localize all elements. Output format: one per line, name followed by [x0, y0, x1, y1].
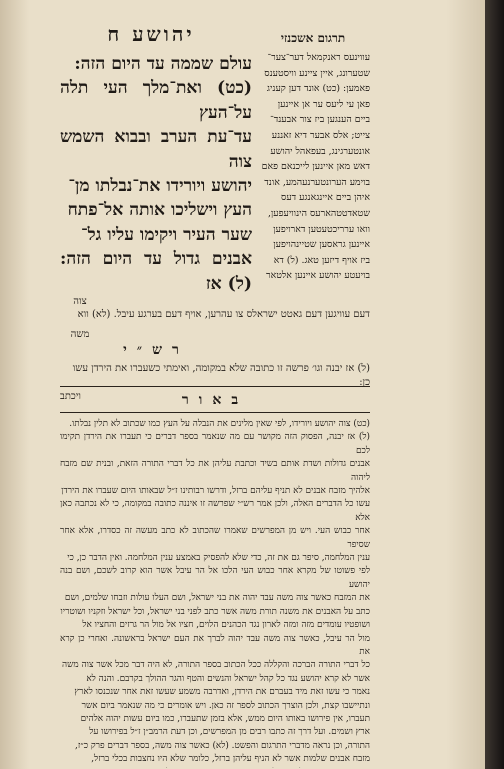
biblical-line: עולם שממה עד היום הזה:: [74, 54, 252, 74]
biur-line: התורה, וכן נראה מדברי התרגום והפשט. (לא) כאשר צוה משה, בספר דברים פרק כ״ז,: [75, 740, 370, 751]
biur-line: ענין המלחמה, סיפר גם את זה, כדי שלא להפסיק באמצע ענין המלחמה. ואין הדבר כן, כי: [67, 553, 370, 564]
biur-line: אשר לא קרא יהושע נגד כל קהל ישראל והנשים והטף והגר ההולך בקרבם. והנה לא: [86, 673, 370, 684]
targum-line: ביז אויף דיזען טאג. (ל) דא: [273, 254, 370, 266]
biur-line: עשו כל הדברים האלה, ולכן אמר רש״י שפרשה זו איננה כתובה במקומה, כי לא נכתבה כאן אלא: [60, 499, 370, 523]
targum-line: שטערונג, איין ציינע וויסטענס: [264, 67, 370, 79]
biblical-line: עד־עת הערב ובבוא השמש צוה: [60, 127, 252, 172]
biblical-line: אבנים גדול עד היום הזה: (ל) אז: [60, 249, 252, 294]
biur-heading: באור: [181, 392, 249, 408]
biur-line: כל דברי התורה הברכה והקללה ככל הכתוב בספר התורה, לא היה דבר מכל אשר צוה משה: [62, 660, 370, 671]
targum-text-column: [258, 50, 370, 286]
biur-line: ונתיישבו קצת, ולכן הוצרך הכתוב לספר זה כאן. ויש אומרים כי מה שנאמר ביום אשר: [81, 700, 370, 711]
biur-line: מזבח אבנים שלמות אשר לא הניף עליהן ברזל, כלומר שלא היו נחצבות בכלי ברזל,: [91, 754, 370, 765]
biblical-catchword: צוה: [73, 296, 87, 307]
targum-line: שטאדטטהארעס הינוויעפען,: [267, 207, 370, 219]
page-header-targum-title: תרגום אשכנזי: [280, 31, 346, 45]
section-divider-bottom: [60, 412, 370, 413]
biur-commentary: [60, 418, 370, 768]
biur-line: אחר כבוש העי. ויש מן המפרשים שאמרו שהכתוב לא כתב מעשה זה כסדרו, אלא אחר שסיפר: [60, 526, 370, 550]
targum-line: איהן ביים איינגאנגע דעס: [281, 192, 370, 204]
biur-line: אבנים גדולות ושדת אותם בשיד וכתבת עליהן את כל דברי התורה הזאת, ובנית שם מזבח ליהוה: [60, 459, 370, 483]
biur-line: מול הר עיבל, כאשר צוה משה עבד יהוה לברך את העם ישראל בראשונה. ואחרי כן קרא את: [60, 633, 370, 657]
biur-line: ארץ ושמים. ועל דרך זה כתבו רבים מן המפרשים, וכן דעת הרמב״ן ז״ל בפירושו על: [89, 727, 370, 738]
section-divider-top: [60, 386, 370, 387]
targum-line: פאן עי ליעס ער אן איינען: [277, 98, 370, 110]
targum-line: ביים הענגען ביז צור אבענד־: [270, 114, 370, 126]
rashi-catchword: ויכתב: [60, 391, 81, 402]
biblical-text-column: [60, 52, 252, 298]
targum-line: פאמען: (כט) אונד דען קעניג: [266, 83, 370, 95]
biur-line: אלהיך מזבח אבנים לא תניף עליהם ברזל, ודרשו רבותינו ז״ל שבאותו היום שעברו את הירדן: [61, 486, 370, 497]
biur-line: נאמר כי עשו זאת מיד בעברם את הירדן, ואדרבה משמע שעשו זאת אחר שנכנסו לארץ: [74, 687, 370, 698]
targum-line: דאש מאן איינען לייכנאם פאם: [261, 161, 370, 173]
biur-line: את המזבח כאשר צוה משה עבד יהוה את בני ישראל, ושם העלו עולות וזבחו שלמים, ושם: [64, 593, 370, 604]
biur-line: תעברו, אין פירושו באותו היום ממש, אלא בזמן שתעברו, כמו ביום עשות יהוה אלהים: [80, 713, 370, 724]
targum-catchword: משה: [70, 329, 90, 340]
biur-line: [60, 767, 370, 768]
biblical-line: יהושע ויורידו את־נבלתו מן־: [68, 176, 252, 197]
biblical-line: העץ וישליכו אותה אל־פתח: [67, 200, 252, 221]
targum-line: בוימע הערונטערנעהמע, אונד: [264, 176, 370, 188]
targum-line: צייט; אלס אבער דיא זאננע: [271, 129, 370, 141]
biblical-line: (כט) ואת־מלך העי תלה על־העץ: [60, 78, 252, 123]
page-header-book-title: יהושע ח: [107, 22, 195, 46]
rashi-heading: רש״י: [123, 342, 189, 358]
biur-line: ושופטיו עומדים מזה ומזה לארון נגד הכהנים הלוים, חציו אל מול הר גרזים והחציו אל: [82, 620, 370, 631]
targum-line: איינען גראסען שטיינהויפען: [273, 239, 370, 251]
targum-line: בויעטע יהושע איינען אלטאר: [266, 270, 370, 282]
biur-line: לפי פשוטו של מקרא אחר כבוש העי הלכו אל הר עיבל אשר הוא קרוב לשכם, ושם בנה יהושע: [60, 566, 370, 590]
targum-line: וואו ערריכטעטען דארויפען: [273, 223, 370, 235]
targum-continuation-line: דעם עוויגען דעם גאטט ישראלס צו עהרען, אויף דעם בערגע עיבל. (לא) ווא: [77, 309, 370, 320]
rashi-text: (ל) אז יבנה וגו׳ פרשה זו כתובה שלא במקומה, ואימתי כשעברו את הירדן עשו כן:: [72, 363, 370, 388]
targum-line: עווינעס ראנקמאל דער־צער־: [267, 52, 370, 63]
book-spine-shadow: [485, 0, 504, 769]
biur-line: (כט) צוה יהושע ויורידו, לפי שאין מלינים את הנבלה על העץ כמו שכתוב לא תלין נבלתו.: [69, 419, 370, 429]
biur-line: כתב על האבנים את משנה תורת משה אשר כתב לפני בני ישראל, וכל ישראל וזקניו ושוטריו: [60, 606, 370, 617]
targum-line: אונטערגינג, בעפאהל יהושע: [270, 145, 370, 157]
biur-line: (ל) אז יבנה, הפסוק הזה מקושר עם מה שנאמר בספר דברים כי תעברו את הירדן תקימו לכם: [60, 432, 370, 456]
biblical-line: שער העיר ויקימו עליו גל־: [81, 224, 252, 245]
